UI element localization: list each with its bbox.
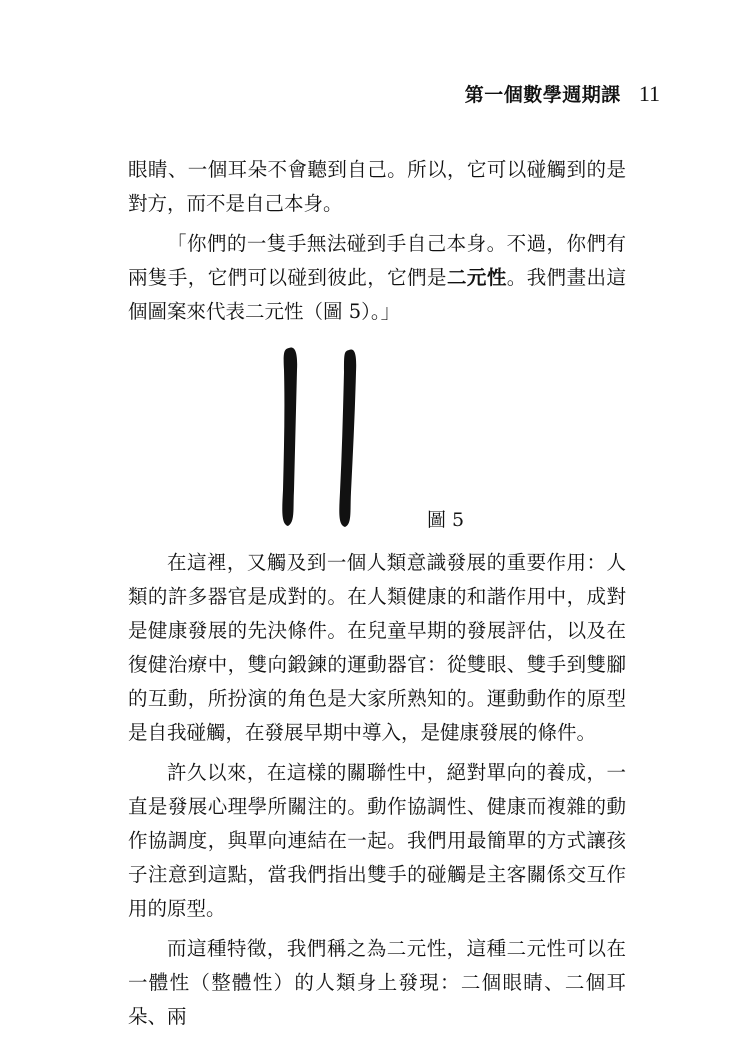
figure-caption: 圖 5: [427, 509, 465, 531]
paragraph: 眼睛、一個耳朵不會聽到自己。所以，它可以碰觸到的是對方，而不是自己本身。: [128, 158, 626, 215]
figure-two-strokes: [270, 340, 380, 535]
right-stroke: [339, 350, 356, 527]
bold-term: 二元性: [446, 266, 507, 289]
paragraph: 在這裡，又觸及到一個人類意識發展的重要作用：人類的許多器官是成對的。在人類健康的和諧作用中，成對是健康發展的先決條件。在兒童早期的發展評估，以及在復健治療中，雙向鍛鍊的運動器官：從雙眼、雙手到雙腳的互動，所扮演的角色是大家所熟知的。運動動作的原型是自我碰觸，在發展早期中導入，是健康發展的條件。: [128, 551, 626, 744]
text-block-bottom: [128, 546, 626, 1040]
paragraph: 許久以來，在這樣的關聯性中，絕對單向的養成，一直是發展心理學所關注的。動作協調性、健康而複雜的動作協調度，與單向連結在一起。我們用最簡單的方式讓孩子注意到這點，當我們指出雙手的碰觸是主客關係交互作用的原型。: [128, 761, 626, 920]
text-block-top: [128, 153, 626, 335]
paragraph-text: 。我們畫出這個圖案來代表二元性（圖 5）。」: [128, 266, 626, 323]
paragraph: [128, 227, 626, 329]
left-stroke: [282, 348, 297, 526]
page-number: 11: [638, 81, 660, 106]
running-head: [465, 80, 660, 107]
paragraph-text: 「你們的一隻手無法碰到手自己本身。不過，你們有兩隻手，它們可以碰到彼此，它們是: [128, 232, 626, 289]
chapter-title: 第一個數學週期課: [464, 84, 621, 106]
paragraph: 而這種特徵，我們稱之為二元性，這種二元性可以在一體性（整體性）的人類身上發現：二個眼睛、二個耳朵、兩: [128, 937, 626, 1028]
